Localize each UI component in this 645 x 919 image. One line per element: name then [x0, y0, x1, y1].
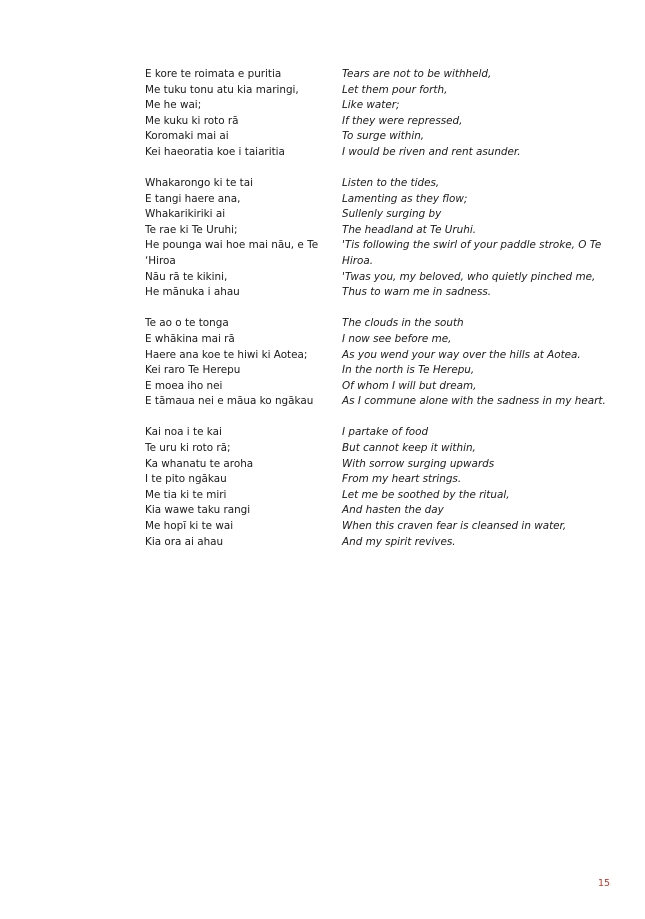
verse-row: [145, 114, 605, 130]
english-line: Listen to the tides,: [342, 177, 440, 190]
verse-row: [145, 472, 605, 488]
english-line: Sullenly surging by: [342, 208, 442, 221]
english-line: And hasten the day: [342, 504, 444, 517]
verse-row: [145, 145, 605, 161]
maori-line: Me kuku ki roto rā: [145, 114, 239, 127]
maori-line: Te uru ki roto rā;: [145, 441, 231, 454]
stanza: [145, 316, 605, 410]
english-line: From my heart strings.: [342, 473, 462, 486]
english-line: Lamenting as they flow;: [342, 192, 468, 205]
verse-row: [145, 270, 605, 286]
english-line: Let them pour forth,: [342, 83, 448, 96]
maori-line: E tangi haere ana,: [145, 192, 241, 205]
maori-line: ‘Hiroa: [145, 255, 176, 268]
maori-line: Kei haeoratia koe i taiaritia: [145, 145, 285, 158]
stanza: [145, 425, 605, 550]
poem-translation: [145, 67, 605, 566]
maori-line: Kei raro Te Herepu: [145, 364, 241, 377]
verse-row: [145, 394, 605, 410]
maori-line: E whākina mai rā: [145, 332, 235, 345]
english-line: The clouds in the south: [342, 317, 464, 330]
english-line: 'Tis following the swirl of your paddle stroke, O Te: [342, 239, 602, 252]
english-line: If they were repressed,: [342, 114, 463, 127]
verse-row: [145, 316, 605, 332]
english-line: In the north is Te Herepu,: [342, 364, 475, 377]
maori-line: Me tuku tonu atu kia maringi,: [145, 83, 299, 96]
maori-line: Haere ana koe te hiwi ki Aotea;: [145, 348, 308, 361]
english-line: The headland at Te Uruhi.: [342, 223, 477, 236]
maori-line: Whakarongo ki te tai: [145, 177, 253, 190]
english-line: I now see before me,: [342, 332, 452, 345]
verse-row: [145, 519, 605, 535]
verse-row: [145, 98, 605, 114]
maori-line: Me he wai;: [145, 99, 202, 112]
english-line: I would be riven and rent asunder.: [342, 145, 521, 158]
verse-row: [145, 363, 605, 379]
maori-line: Te ao o te tonga: [145, 317, 229, 330]
english-line: 'Twas you, my beloved, who quietly pinched me,: [342, 270, 596, 283]
verse-row: [145, 83, 605, 99]
verse-row: [145, 535, 605, 551]
maori-line: He mānuka i ahau: [145, 286, 240, 299]
english-line: But cannot keep it within,: [342, 441, 476, 454]
maori-line: E moea iho nei: [145, 379, 223, 392]
verse-row: [145, 441, 605, 457]
verse-row: [145, 67, 605, 83]
maori-line: Kia ora ai ahau: [145, 535, 224, 548]
verse-row: [145, 254, 605, 270]
verse-row: [145, 207, 605, 223]
english-line: Hiroa.: [342, 255, 373, 268]
maori-line: Ka whanatu te aroha: [145, 457, 254, 470]
verse-row: [145, 503, 605, 519]
maori-line: Me hopī ki te wai: [145, 519, 234, 532]
verse-row: [145, 176, 605, 192]
verse-row: [145, 488, 605, 504]
english-line: To surge within,: [342, 130, 425, 143]
english-line: Like water;: [342, 99, 400, 112]
verse-row: [145, 129, 605, 145]
verse-row: [145, 192, 605, 208]
verse-row: [145, 348, 605, 364]
verse-row: [145, 285, 605, 301]
english-line: And my spirit revives.: [342, 535, 456, 548]
maori-line: Me tia ki te miri: [145, 488, 227, 501]
english-line: Let me be soothed by the ritual,: [342, 488, 510, 501]
english-line: Thus to warn me in sadness.: [342, 286, 492, 299]
maori-line: I te pito ngākau: [145, 473, 227, 486]
english-line: As I commune alone with the sadness in my heart.: [342, 395, 606, 408]
maori-line: He pounga wai hoe mai nāu, e Te: [145, 239, 319, 252]
english-line: I partake of food: [342, 426, 429, 439]
maori-line: E tāmaua nei e māua ko ngākau: [145, 395, 314, 408]
english-line: As you wend your way over the hills at Aotea.: [342, 348, 581, 361]
stanza: [145, 67, 605, 161]
verse-row: [145, 238, 605, 254]
verse-row: [145, 457, 605, 473]
maori-line: Kai noa i te kai: [145, 426, 222, 439]
verse-row: [145, 425, 605, 441]
english-line: When this craven fear is cleansed in water,: [342, 519, 567, 532]
english-line: With sorrow surging upwards: [342, 457, 495, 470]
verse-row: [145, 223, 605, 239]
maori-line: E kore te roimata e puritia: [145, 68, 282, 80]
english-line: Tears are not to be withheld,: [342, 68, 492, 80]
maori-line: Kia wawe taku rangi: [145, 504, 251, 517]
maori-line: Whakarikiriki ai: [145, 208, 226, 221]
maori-line: Nāu rā te kikini,: [145, 270, 228, 283]
verse-row: [145, 379, 605, 395]
maori-line: Te rae ki Te Uruhi;: [145, 223, 238, 236]
page-number: 15: [598, 878, 611, 889]
maori-line: Koromaki mai ai: [145, 130, 229, 143]
english-line: Of whom I will but dream,: [342, 379, 477, 392]
stanza: [145, 176, 605, 301]
verse-row: [145, 332, 605, 348]
